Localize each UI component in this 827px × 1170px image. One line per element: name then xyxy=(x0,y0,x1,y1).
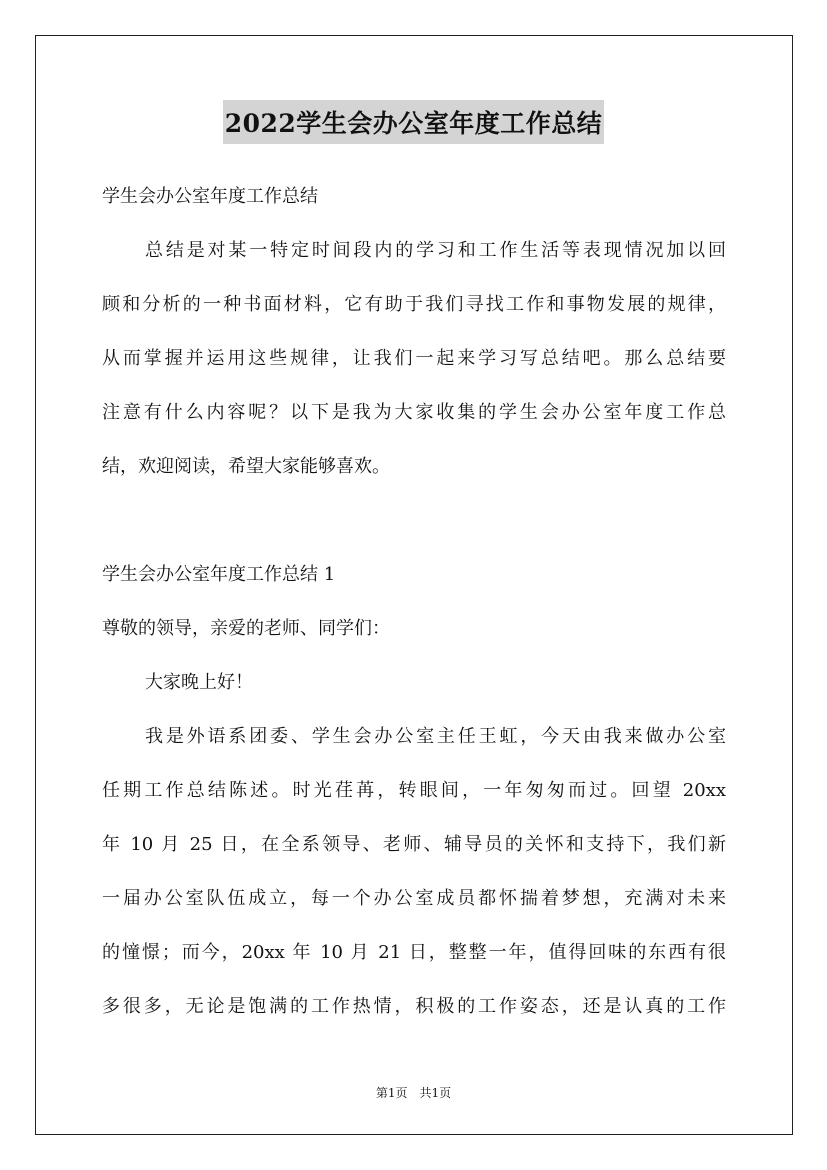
title-container xyxy=(0,100,827,144)
body-line: 的憧憬；而今，20xx 年 10 月 21 日，整整一年，值得回味的东西有很 xyxy=(102,942,726,963)
intro-line: 顾和分析的一种书面材料，它有助于我们寻找工作和事物发展的规律， xyxy=(102,294,726,315)
intro-line: 总结是对某一特定时间段内的学习和工作生活等表现情况加以回 xyxy=(145,240,726,261)
document-subtitle: 学生会办公室年度工作总结 xyxy=(102,186,318,207)
body-line: 年 10 月 25 日，在全系领导、老师、辅导员的关怀和支持下，我们新 xyxy=(102,834,726,855)
greeting: 大家晚上好！ xyxy=(145,672,253,693)
intro-line: 注意有什么内容呢？以下是我为大家收集的学生会办公室年度工作总 xyxy=(102,402,726,423)
document-title: 2022学生会办公室年度工作总结 xyxy=(223,100,605,144)
body-line: 一届办公室队伍成立，每一个办公室成员都怀揣着梦想，充满对未来 xyxy=(102,888,726,909)
body-line: 多很多，无论是饱满的工作热情，积极的工作姿态，还是认真的工作 xyxy=(102,996,726,1017)
salutation: 尊敬的领导，亲爱的老师、同学们： xyxy=(102,618,390,639)
intro-line: 从而掌握并运用这些规律，让我们一起来学习写总结吧。那么总结要 xyxy=(102,348,726,369)
body-line: 我是外语系团委、学生会办公室主任王虹，今天由我来做办公室 xyxy=(145,726,726,747)
intro-line: 结，欢迎阅读，希望大家能够喜欢。 xyxy=(102,456,390,477)
page-number: 第1页 共1页 xyxy=(375,1086,452,1100)
section-heading: 学生会办公室年度工作总结 1 xyxy=(102,564,336,585)
body-line: 任期工作总结陈述。时光荏苒，转眼间，一年匆匆而过。回望 20xx xyxy=(102,780,726,801)
